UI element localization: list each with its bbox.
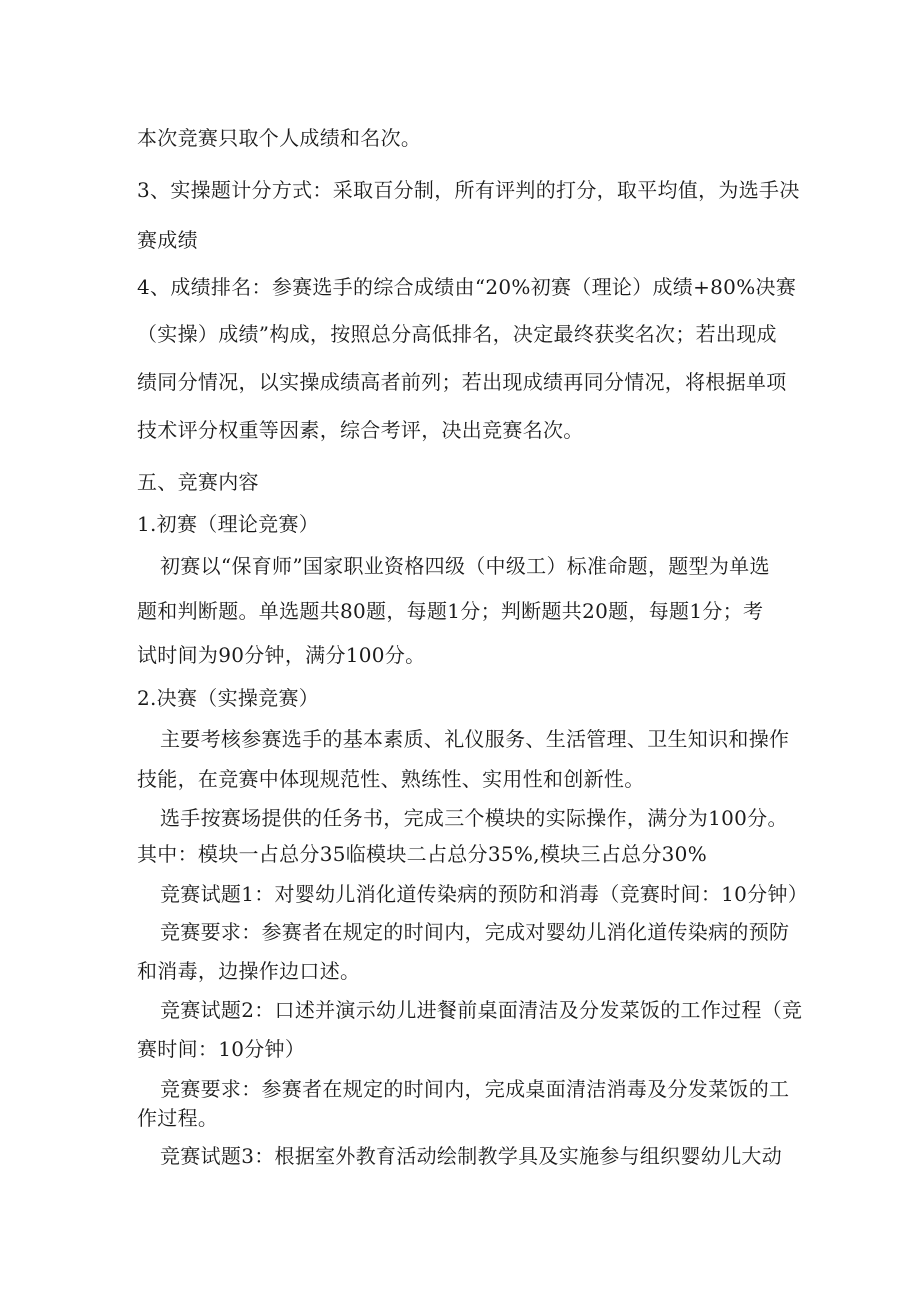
subsection-heading: 2.决赛（实操竞赛） (137, 686, 320, 710)
text-line: 绩同分情况，以实操成绩高者前列；若出现成绩再同分情况，将根据单项 (137, 370, 787, 394)
text-line: 竞赛要求：参赛者在规定的时间内，完成桌面清洁消毒及分发菜饭的工 (160, 1077, 790, 1101)
subsection-heading: 1.初赛（理论竞赛） (137, 512, 320, 536)
text-line: 本次竞赛只取个人成绩和名次。 (137, 126, 422, 150)
text-line: 技术评分权重等因素，综合考评，决出竞赛名次。 (137, 418, 584, 442)
text-line: （实操）成绩”构成，按照总分高低排名，决定最终获奖名次；若出现成 (137, 322, 777, 346)
text-line: 竞赛试题3：根据室外教育活动绘制教学具及实施参与组织婴幼儿大动 (160, 1144, 783, 1168)
text-line: 作过程。 (137, 1106, 219, 1130)
text-line: 竞赛试题2：口述并演示幼儿进餐前桌面清洁及分发菜饭的工作过程（竞 (160, 998, 803, 1022)
text-line: 3、实操题计分方式：采取百分制，所有评判的打分，取平均值，为选手决 (137, 178, 800, 202)
text-line: 初赛以“保育师”国家职业资格四级（中级工）标准命题，题型为单选 (160, 554, 770, 578)
text-line: 技能，在竞赛中体现规范性、熟练性、实用性和创新性。 (137, 767, 645, 791)
text-line: 主要考核参赛选手的基本素质、礼仪服务、生活管理、卫生知识和操作 (160, 727, 790, 751)
text-line: 4、成绩排名：参赛选手的综合成绩由“20%初赛（理论）成绩+80%决赛 (137, 275, 797, 299)
text-line: 试时间为90分钟，满分100分。 (137, 643, 426, 667)
text-line: 选手按赛场提供的任务书，完成三个模块的实际操作，满分为100分。 (160, 806, 788, 830)
text-line: 赛成绩 (137, 228, 198, 252)
text-line: 题和判断题。单选题共80题，每题1分；判断题共20题，每题1分；考 (137, 599, 764, 623)
text-line: 赛时间：10分钟） (137, 1037, 306, 1061)
text-line: 竞赛要求：参赛者在规定的时间内，完成对婴幼儿消化道传染病的预防 (160, 920, 790, 944)
text-line: 和消毒，边操作边口述。 (137, 959, 361, 983)
text-line: 其中：模块一占总分35临模块二占总分35%,模块三占总分30% (137, 842, 708, 866)
text-line: 竞赛试题1：对婴幼儿消化道传染病的预防和消毒（竞赛时间：10分钟） (160, 882, 809, 906)
section-heading: 五、竞赛内容 (137, 470, 259, 494)
